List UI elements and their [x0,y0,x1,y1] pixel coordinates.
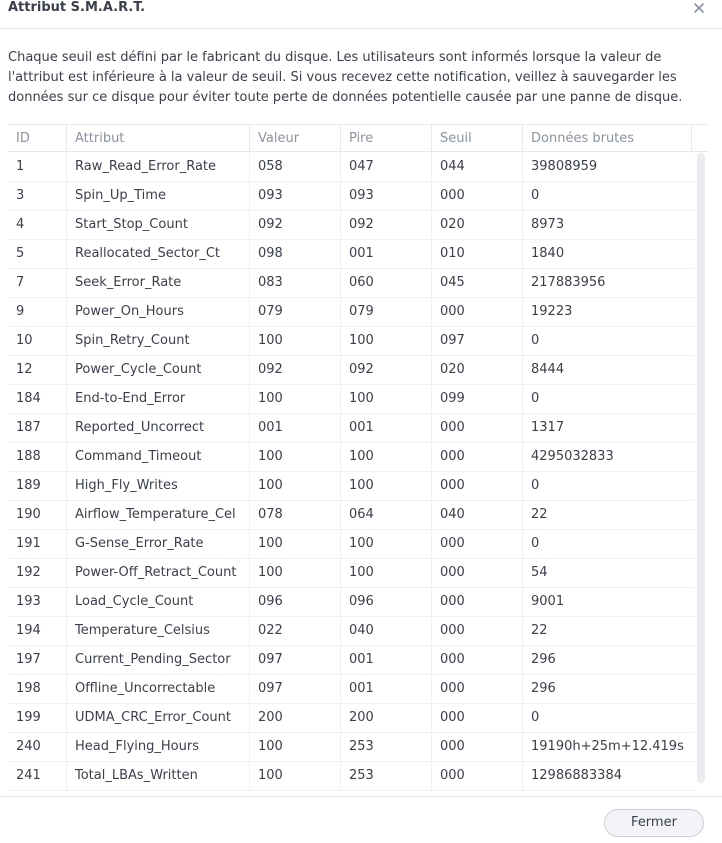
cell-worst: 253 [341,762,432,790]
column-header-attribute[interactable]: Attribut [67,125,250,153]
cell-value: 058 [250,153,341,181]
cell-worst: 200 [341,704,432,732]
cell-threshold: 044 [432,153,523,181]
table-row[interactable] [8,385,694,414]
close-button[interactable]: Fermer [604,809,704,837]
cell-worst: 001 [341,414,432,442]
cell-threshold: 000 [432,733,523,761]
cell-raw-data: 19190h+25m+12.419s [531,739,684,754]
cell-id: 1 [8,153,67,181]
cell-id: 187 [8,414,67,442]
cell-id: 192 [8,559,67,587]
cell-value: 001 [250,414,341,442]
cell-threshold: 099 [432,385,523,413]
cell-worst: 092 [341,356,432,384]
close-icon[interactable] [692,0,706,14]
table-row[interactable] [8,501,694,530]
cell-value: 200 [250,704,341,732]
cell-id: 193 [8,588,67,616]
column-header-threshold[interactable]: Seuil [432,125,523,153]
cell-threshold: 020 [432,211,523,239]
cell-id: 198 [8,675,67,703]
cell-value: 078 [250,501,341,529]
table-row[interactable] [8,675,694,704]
dialog-titlebar [0,0,722,29]
cell-threshold: 000 [432,675,523,703]
cell-value: 092 [250,356,341,384]
cell-id: 12 [8,356,67,384]
cell-attribute: Reported_Uncorrect [67,414,250,442]
cell-raw-data: 39808959 [531,159,598,174]
cell-id: 5 [8,240,67,268]
cell-attribute: Temperature_Celsius [67,617,250,645]
cell-value: 100 [250,443,341,471]
cell-id: 4 [8,211,67,239]
cell-value: 096 [250,588,341,616]
table-row[interactable] [8,414,694,443]
table-row[interactable] [8,472,694,501]
cell-id: 199 [8,704,67,732]
cell-worst: 079 [341,298,432,326]
cell-worst: 253 [341,733,432,761]
table-row[interactable] [8,356,694,385]
cell-attribute: Load_Cycle_Count [67,588,250,616]
table-row[interactable] [8,443,694,472]
cell-raw-data: 19223 [531,304,573,319]
cell-value: 093 [250,182,341,210]
cell-attribute: Total_LBAs_Written [67,762,250,790]
cell-value: 100 [250,530,341,558]
table-row[interactable] [8,530,694,559]
cell-id: 194 [8,617,67,645]
cell-attribute: Raw_Read_Error_Rate [67,153,250,181]
cell-raw-data: 0 [531,710,540,725]
column-header-raw-data[interactable]: Données brutes [523,125,692,153]
table-row[interactable] [8,733,694,762]
cell-id: 188 [8,443,67,471]
cell-id: 3 [8,182,67,210]
cell-attribute: Reallocated_Sector_Ct [67,240,250,268]
cell-threshold: 000 [432,646,523,674]
cell-threshold: 000 [432,530,523,558]
table-row[interactable] [8,646,694,675]
table-row[interactable] [8,559,694,588]
cell-id: 184 [8,385,67,413]
cell-value: 097 [250,675,341,703]
table-row[interactable] [8,153,694,182]
cell-raw-data: 0 [531,391,540,406]
table-row[interactable] [8,211,694,240]
cell-threshold: 010 [432,240,523,268]
cell-threshold: 000 [432,762,523,790]
cell-attribute: Offline_Uncorrectable [67,675,250,703]
cell-id: 7 [8,269,67,297]
cell-worst: 100 [341,559,432,587]
cell-worst: 047 [341,153,432,181]
cell-raw-data: 217883956 [531,275,606,290]
cell-worst: 100 [341,385,432,413]
cell-worst: 001 [341,646,432,674]
cell-value: 100 [250,733,341,761]
cell-attribute: G-Sense_Error_Rate [67,530,250,558]
column-header-id[interactable]: ID [8,125,67,153]
table-header [8,124,708,152]
cell-threshold: 000 [432,704,523,732]
cell-id: 10 [8,327,67,355]
vertical-scrollbar[interactable] [697,153,705,783]
dialog-description: Chaque seuil est défini par le fabricant du disque. Les utilisateurs sont informés lorsque la valeur de l'attribut est inférieure à la valeur de seuil. Si vous recevez cette notification, veillez à sauvegarder les données sur ce disque pour éviter toute perte de données potentielle causée par une panne de disque. [8,50,683,105]
cell-id: 191 [8,530,67,558]
cell-raw-data: 296 [531,681,556,696]
table-row[interactable] [8,762,694,791]
cell-value: 098 [250,240,341,268]
cell-raw-data: 9001 [531,594,565,609]
cell-attribute: Start_Stop_Count [67,211,250,239]
table-body [8,153,708,791]
cell-attribute: Current_Pending_Sector [67,646,250,674]
cell-threshold: 000 [432,617,523,645]
cell-raw-data: 0 [531,478,540,493]
cell-threshold: 000 [432,472,523,500]
cell-value: 100 [250,327,341,355]
cell-value: 100 [250,559,341,587]
cell-worst: 001 [341,675,432,703]
cell-raw-data: 22 [531,507,548,522]
cell-threshold: 000 [432,588,523,616]
cell-threshold: 045 [432,269,523,297]
cell-value: 092 [250,211,341,239]
cell-id: 189 [8,472,67,500]
cell-attribute: Head_Flying_Hours [67,733,250,761]
cell-raw-data: 8444 [531,362,565,377]
cell-worst: 100 [341,530,432,558]
cell-worst: 100 [341,327,432,355]
cell-value: 097 [250,646,341,674]
cell-id: 190 [8,501,67,529]
cell-raw-data: 8973 [531,217,565,232]
cell-attribute: High_Fly_Writes [67,472,250,500]
cell-attribute: Power_On_Hours [67,298,250,326]
cell-id: 197 [8,646,67,674]
table-row[interactable] [8,617,694,646]
cell-attribute: Power_Cycle_Count [67,356,250,384]
cell-raw-data: 0 [531,188,540,203]
cell-worst: 040 [341,617,432,645]
cell-threshold: 000 [432,559,523,587]
cell-id: 241 [8,762,67,790]
cell-worst: 096 [341,588,432,616]
cell-worst: 092 [341,211,432,239]
cell-worst: 093 [341,182,432,210]
cell-raw-data: 1840 [531,246,565,261]
cell-attribute: UDMA_CRC_Error_Count [67,704,250,732]
cell-value: 079 [250,298,341,326]
cell-raw-data: 296 [531,652,556,667]
table-row[interactable] [8,704,694,733]
column-header-value[interactable]: Valeur [250,125,341,153]
cell-threshold: 000 [432,443,523,471]
cell-value: 022 [250,617,341,645]
table-row[interactable] [8,327,694,356]
cell-attribute: End-to-End_Error [67,385,250,413]
cell-attribute: Spin_Up_Time [67,182,250,210]
dialog-footer [0,796,722,843]
cell-worst: 001 [341,240,432,268]
table-row[interactable] [8,298,694,327]
column-header-worst[interactable]: Pire [341,125,432,153]
cell-attribute: Airflow_Temperature_Cel [67,501,250,529]
cell-attribute: Power-Off_Retract_Count [67,559,250,587]
smart-table [8,124,708,792]
dialog-title: Attribut S.M.A.R.T. [8,0,146,15]
table-row[interactable] [8,182,694,211]
table-row[interactable] [8,269,694,298]
cell-raw-data: 1317 [531,420,565,435]
cell-raw-data: 0 [531,536,540,551]
cell-worst: 060 [341,269,432,297]
cell-id: 9 [8,298,67,326]
cell-attribute: Spin_Retry_Count [67,327,250,355]
cell-raw-data: 22 [531,623,548,638]
cell-threshold: 000 [432,414,523,442]
cell-threshold: 020 [432,356,523,384]
cell-value: 100 [250,385,341,413]
cell-threshold: 097 [432,327,523,355]
cell-worst: 100 [341,443,432,471]
cell-id: 240 [8,733,67,761]
table-row[interactable] [8,588,694,617]
cell-raw-data: 0 [531,333,540,348]
cell-value: 100 [250,762,341,790]
cell-attribute: Seek_Error_Rate [67,269,250,297]
cell-value: 083 [250,269,341,297]
cell-raw-data: 54 [531,565,548,580]
cell-threshold: 040 [432,501,523,529]
cell-worst: 064 [341,501,432,529]
table-row[interactable] [8,240,694,269]
cell-threshold: 000 [432,182,523,210]
cell-threshold: 000 [432,298,523,326]
cell-raw-data: 4295032833 [531,449,614,464]
cell-raw-data: 12986883384 [531,768,622,783]
cell-attribute: Command_Timeout [67,443,250,471]
cell-value: 100 [250,472,341,500]
cell-worst: 100 [341,472,432,500]
